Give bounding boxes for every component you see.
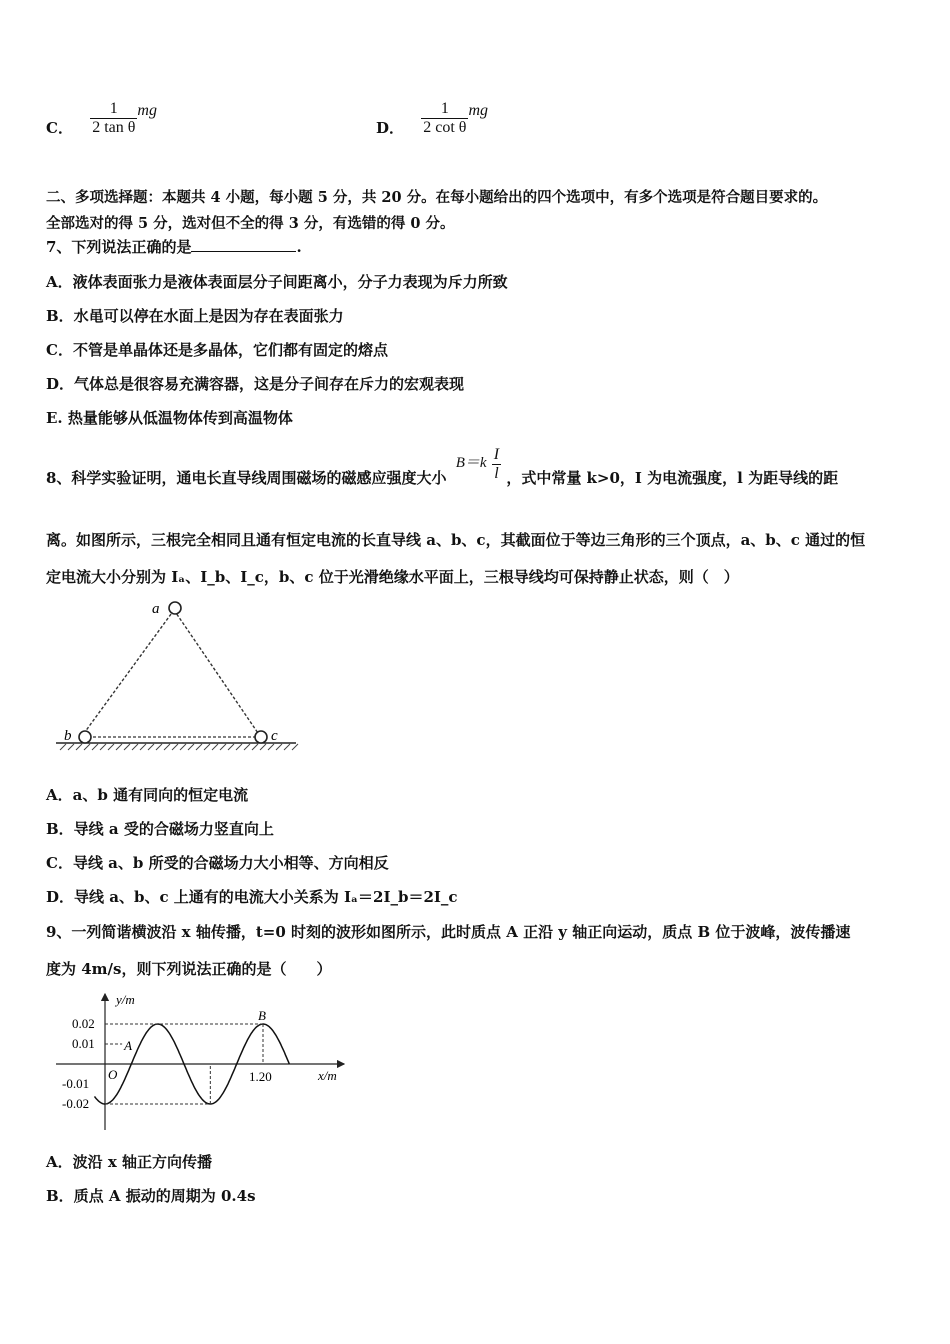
label-c: c [271, 728, 278, 744]
q8-formula [456, 446, 501, 483]
y-tick-label: -0.02 [62, 1096, 90, 1111]
q9-option-a: A．波沿 x 轴正方向传播 [46, 1153, 213, 1171]
q8-option-b: B．导线 a 受的合磁场力竖直向上 [46, 820, 274, 838]
section-heading-line-1: 二、多项选择题：本题共 4 小题，每小题 5 分，共 20 分。在每小题给出的四个选项中，有多个选项是符合题目要求的。 [46, 189, 828, 206]
wire-c-circle [255, 731, 267, 743]
q6-option-c [46, 100, 157, 137]
answer-blank [191, 237, 296, 252]
fraction-numerator: 1 [109, 100, 118, 117]
q8-option-a: A．a、b 通有同向的恒定电流 [46, 786, 249, 804]
formula-fraction [492, 446, 501, 483]
q7-option-a: A．液体表面张力是液体表面层分子间距离小，分子力表现为斥力所致 [46, 273, 508, 291]
q8-stem-b: ，式中常量 k>0，I 为电流强度，l 为距导线的距 [506, 468, 839, 487]
x-tick-label: 1.20 [249, 1069, 272, 1084]
label-a: a [152, 601, 160, 617]
x-axis-label: x/m [318, 1068, 337, 1083]
q6-option-d [376, 100, 488, 137]
y-tick-label: 0.02 [72, 1016, 95, 1031]
q9-wave-chart [56, 990, 356, 1135]
q6-option-d-label: D． [376, 118, 405, 137]
label-b: b [64, 728, 72, 744]
ab-dashed-line [82, 610, 174, 736]
q9-option-b: B．质点 A 振动的周期为 0.4s [46, 1187, 256, 1205]
q8-stem-line-2: 离。如图所示，三根完全相同且通有恒定电流的长直导线 a、b、c，其截面位于等边三角形的三个顶点，a、b、c 通过的恒 [46, 531, 866, 549]
q7-stem [46, 236, 302, 257]
origin-label: O [108, 1067, 118, 1082]
ground-hatching [60, 744, 298, 750]
wire-b-circle [79, 731, 91, 743]
fraction-denominator: 2 tan θ [92, 119, 136, 136]
fraction-numerator: 1 [440, 100, 449, 117]
q7-option-d: D．气体总是很容易充满容器，这是分子间存在斥力的宏观表现 [46, 375, 465, 393]
q7-option-c: C．不管是单晶体还是多晶体，它们都有固定的熔点 [46, 341, 388, 359]
q8-option-d: D．导线 a、b、c 上通有的电流大小关系为 Iₐ＝2I_b＝2I_c [46, 888, 458, 906]
q7-option-e: E. 热量能够从低温物体传到高温物体 [46, 409, 293, 427]
wire-a-circle [169, 602, 181, 614]
q7-stem-text: 7、下列说法正确的是 [46, 238, 192, 256]
y-axis-label: y/m [116, 992, 135, 1007]
point-b-label: B [258, 1008, 266, 1023]
q7-stem-end: . [296, 238, 302, 256]
q6-option-c-mg: mg [137, 101, 157, 119]
ac-dashed-line [174, 610, 260, 736]
q6-option-c-label: C． [46, 118, 73, 137]
y-tick-label: -0.01 [62, 1076, 90, 1091]
q8-stem-line-1 [46, 446, 839, 487]
q8-stem-line-3: 定电流大小分别为 Iₐ、I_b、I_c，b、c 位于光滑绝缘水平面上，三根导线均可保持静止状态，则（ ） [46, 568, 739, 586]
q8-triangle-figure [46, 596, 306, 758]
q6-option-c-fraction [90, 100, 137, 137]
formula-numerator: I [493, 446, 500, 463]
q8-stem-a: 8、科学实验证明，通电长直导线周围磁场的磁感应强度大小 [46, 468, 447, 487]
q8-option-c: C．导线 a、b 所受的合磁场力大小相等、方向相反 [46, 854, 389, 872]
q7-option-b: B．水黾可以停在水面上是因为存在表面张力 [46, 307, 344, 325]
q6-option-d-mg: mg [468, 101, 489, 119]
fraction-denominator: 2 cot θ [423, 119, 467, 136]
point-a-label: A [124, 1038, 133, 1053]
formula-denominator: l [492, 464, 501, 483]
section-heading-line-2: 全部选对的得 5 分，选对但不全的得 3 分，有选错的得 0 分。 [46, 215, 455, 232]
q9-stem-line-1: 9、一列简谐横波沿 x 轴传播，t=0 时刻的波形如图所示，此时质点 A 正沿 y 轴正向运动，质点 B 位于波峰，波传播速 [46, 923, 851, 941]
q6-option-d-fraction [421, 100, 468, 137]
formula-lhs: B＝k [455, 454, 487, 471]
y-tick-label: 0.01 [72, 1036, 95, 1051]
q9-stem-line-2: 度为 4m/s，则下列说法正确的是（ ） [46, 960, 332, 978]
